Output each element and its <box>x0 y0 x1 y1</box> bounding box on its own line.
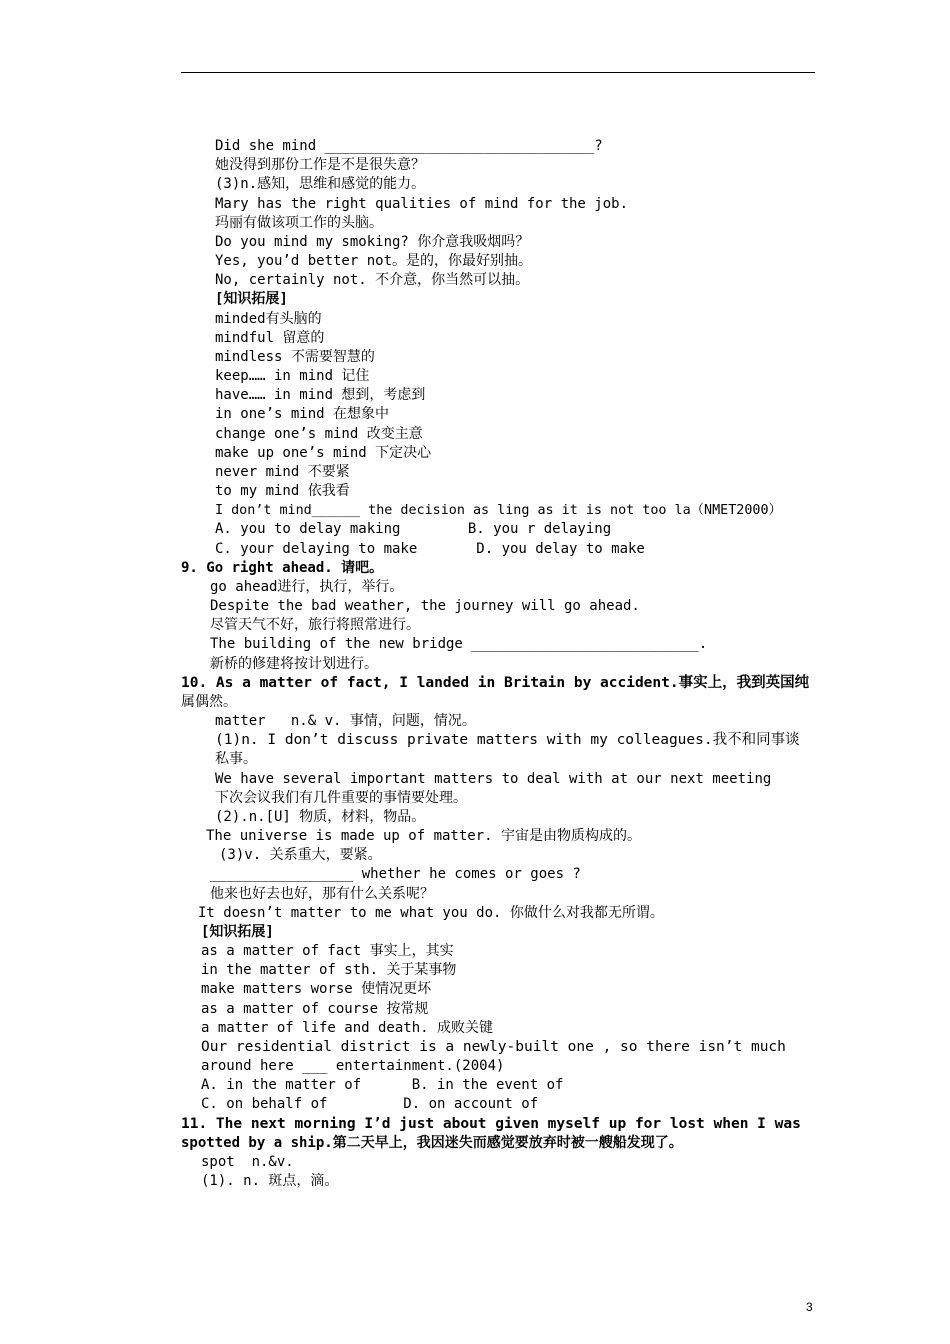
text-line: as a matter of fact 事实上，其实 <box>201 943 454 959</box>
text-line: spot n.&v. <box>201 1154 294 1170</box>
text-line: 下次会议我们有几件重要的事情要处理。 <box>215 790 467 806</box>
exercise-question: Our residential district is a newly-built one , so there isn’t much <box>201 1039 786 1055</box>
exercise-option: A. you to delay making B. you r delaying <box>215 521 612 537</box>
text-line: 玛丽有做该项工作的头脑。 <box>215 215 383 231</box>
text-line: go ahead进行，执行，举行。 <box>210 579 404 595</box>
text-line: never mind 不要紧 <box>215 464 350 480</box>
exercise-option: A. in the matter of B. in the event of <box>201 1077 564 1093</box>
text-line: 私事。 <box>215 751 257 767</box>
text-line: (1). n. 斑点，滴。 <box>201 1173 339 1189</box>
text-line: (1)n. I don’t discuss private matters with my colleagues.我不和同事谈 <box>215 732 800 748</box>
text-line: as a matter of course 按常规 <box>201 1001 429 1017</box>
item-heading: 9. Go right ahead. 请吧。 <box>181 560 384 576</box>
text-line: Do you mind my smoking? 你介意我吸烟吗？ <box>215 234 530 250</box>
item-heading: 10. As a matter of fact, I landed in Britain by accident.事实上，我到英国纯 <box>181 675 810 691</box>
item-heading: 11. The next morning I’d just about given myself up for lost when I was <box>181 1116 801 1132</box>
header-rule <box>181 72 815 73</box>
section-heading: [知识拓展] <box>215 291 288 307</box>
text-line: have…… in mind 想到，考虑到 <box>215 387 426 403</box>
text-line: _________________ whether he comes or goes ? <box>210 866 581 882</box>
text-line: 新桥的修建将按计划进行。 <box>210 656 378 672</box>
text-line: No, certainly not. 不介意，你当然可以抽。 <box>215 272 530 288</box>
text-line: to my mind 依我看 <box>215 483 350 499</box>
text-line: a matter of life and death. 成败关键 <box>201 1020 494 1036</box>
text-line: in the matter of sth. 关于某事物 <box>201 962 457 978</box>
text-line: It doesn’t matter to me what you do. 你做什么对我都无所谓。 <box>198 905 664 921</box>
text-line: matter n.& v. 事情，问题，情况。 <box>215 713 476 729</box>
text-line: (3)v. 关系重大，要紧。 <box>219 847 382 863</box>
text-line: Did she mind ________________________________? <box>215 138 603 154</box>
text-line: The building of the new bridge ___________________________. <box>210 636 708 652</box>
text-line: Despite the bad weather, the journey will go ahead. <box>210 598 640 614</box>
text-line: mindful 留意的 <box>215 330 325 346</box>
exercise-question: around here ___ entertainment.(2004) <box>201 1058 505 1074</box>
text-line: The universe is made up of matter. 宇宙是由物质构成的。 <box>206 828 642 844</box>
exercise-question: I don’t mind______ the decision as ling as it is not too la（NMET2000） <box>215 503 782 518</box>
text-line: We have several important matters to deal with at our next meeting <box>215 771 772 787</box>
text-line: 他来也好去也好，那有什么关系呢？ <box>210 886 434 902</box>
text-line: 她没得到那份工作是不是很失意？ <box>215 157 425 173</box>
exercise-option: C. on behalf of D. on account of <box>201 1096 539 1112</box>
text-line: Yes, you’d better not。是的，你最好别抽。 <box>215 253 533 269</box>
text-line: 尽管天气不好，旅行将照常进行。 <box>210 617 420 633</box>
text-line: minded有头脑的 <box>215 311 322 327</box>
text-line: make up one’s mind 下定决心 <box>215 445 432 461</box>
text-line: (3)n.感知，思维和感觉的能力。 <box>215 176 426 192</box>
text-line: make matters worse 使情况更坏 <box>201 981 432 997</box>
text-line: change one’s mind 改变主意 <box>215 426 423 442</box>
section-heading: [知识拓展] <box>201 924 274 940</box>
text-line: Mary has the right qualities of mind for the job. <box>215 196 629 212</box>
exercise-option: C. your delaying to make D. you delay to make <box>215 541 645 557</box>
text-line: in one’s mind 在想象中 <box>215 406 390 422</box>
text-line: (2).n.[U] 物质，材料，物品。 <box>215 809 426 825</box>
text-line: mindless 不需要智慧的 <box>215 349 375 365</box>
text-line: keep…… in mind 记住 <box>215 368 370 384</box>
item-heading: spotted by a ship.第二天早上，我因迷失而感觉要放弃时被一艘船发现了。 <box>181 1135 683 1151</box>
page-number: 3 <box>806 1300 813 1314</box>
text-line: 属偶然。 <box>181 694 237 710</box>
